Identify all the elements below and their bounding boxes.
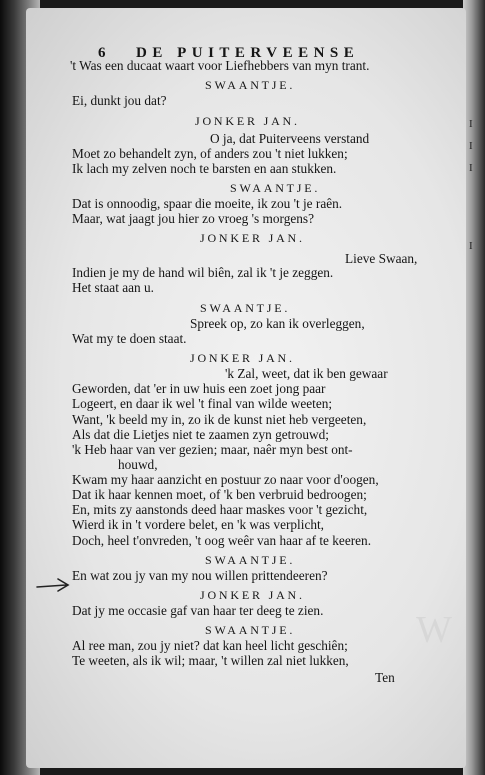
verse-line: En wat zou jy van my nou willen prittendeeren? [72,568,328,583]
speaker-heading: SWAANTJE. [200,301,291,315]
page-number: 6 [98,45,111,61]
verse-line: Wat my te doen staat. [72,331,187,346]
verse-line: 'k Zal, weet, dat ik ben gewaar [225,366,388,381]
speaker-heading: SWAANTJE. [230,181,321,195]
speaker-heading: SWAANTJE. [205,78,296,92]
verse-line: houwd, [118,457,158,472]
verse-line: Dat jy me occasie gaf van haar ter deeg te zien. [72,603,324,618]
speaker-heading: JONKER JAN. [190,351,295,365]
verse-line: En, mits zy aanstonds deed haar maskes voor 't gezicht, [72,502,368,517]
bleed-through-mark: W [416,609,452,651]
speaker-heading: SWAANTJE. [205,623,296,637]
verse-line: Want, 'k beeld my in, zo ik de kunst niet heb vergeeten, [72,412,367,427]
speaker-heading: JONKER JAN. [200,231,305,245]
verse-line: Het staat aan u. [72,280,154,295]
verse-line: Wierd ik in 't vordere belet, en 'k was verplicht, [72,517,325,532]
verse-line: O ja, dat Puiterveens verstand [210,131,370,146]
verse-line: Dat ik haar kennen moet, of 'k ben verbruid bedroogen; [72,487,367,502]
verse-line: Ei, dunkt jou dat? [72,93,167,108]
verse-line: Geworden, dat 'er in uw huis een zoet jong paar [72,381,326,396]
speaker-heading: SWAANTJE. [205,553,296,567]
verse-line: Spreek op, zo kan ik overleggen, [190,316,365,331]
next-page-edge: I I I I [463,0,485,775]
catchword: Ten [375,670,395,685]
verse-line: Al ree man, zou jy niet? dat kan heel licht geschiên; [72,638,348,653]
verse-line: Te weeten, als ik wil; maar, 't willen zal niet lukken, [72,653,349,668]
speaker-heading: JONKER JAN. [200,588,305,602]
verse-line: Maar, wat jaagt jou hier zo vroeg 's morgens? [72,211,314,226]
verse-line: Kwam my haar aanzicht en postuur zo naar voor d'oogen, [72,472,379,487]
verse-line: Lieve Swaan, [345,251,418,266]
verse-line: 'k Heb haar van ver gezien; maar, naêr myn best ont- [72,442,353,457]
running-head: DE PUITERVEENSE [136,45,360,61]
verse-line: Ik lach my zelven noch te barsten en aan stukken. [72,161,337,176]
verse-line: Doch, heel t'onvreden, 't oog weêr van haar af te keeren. [72,533,372,548]
verse-line: Dat is onnoodig, spaar die moeite, ik zou 't je raên. [72,196,343,211]
verse-line: Moet zo behandelt zyn, of anders zou 't niet lukken; [72,146,348,161]
page-text [26,8,466,768]
verse-line: Indien je my de hand wil biên, zal ik 't je zeggen. [72,265,334,280]
speaker-heading: JONKER JAN. [195,114,300,128]
verse-line: Logeert, en daar ik wel 't final van wilde weeten; [72,396,333,411]
verse-line: Als dat die Lietjes niet te zaamen zyn getrouwd; [72,427,329,442]
book-page [26,8,466,768]
verse-line: 't Was een ducaat waart voor Liefhebbers van myn trant. [70,58,370,73]
